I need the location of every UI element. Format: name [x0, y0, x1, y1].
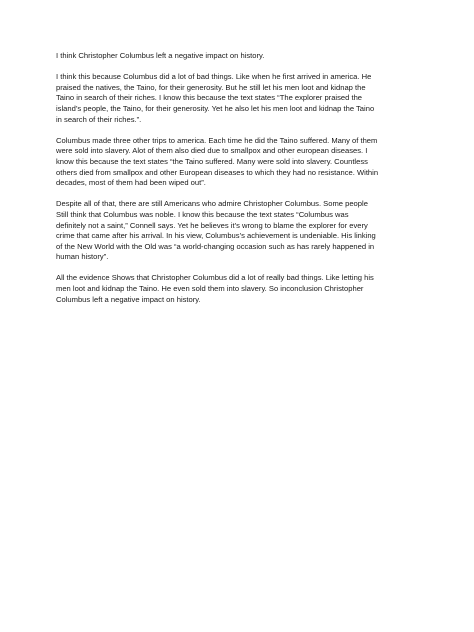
paragraph-conclusion: All the evidence Shows that Christopher Columbus did a lot of really bad things. Like letting his men loot and kidnap the Taino. He even sold them into slavery. So inconclusion Christopher Columbus left a negative impact on history. [56, 273, 374, 304]
paragraph-first-arrival: I think this because Columbus did a lot of bad things. Like when he first arrived in america. He praised the natives, the Taino, for their generosity. But he still let his men loot and kidnap the Taino in search of their riches. I know this because the text states “The explorer praised the island’s people, the Taino, for their generosity. Yet he also let his men loot and kidnap the Taino in search of their riches.”. [56, 72, 375, 124]
paragraph-taino-suffering: Columbus made three other trips to america. Each time he did the Taino suffered. Many of them were sold into slavery. Alot of them also died due to smallpox and other european diseases. I know this because the text states “the Taino suffered. Many were sold into slavery. Countless others died from smallpox and other European diseases to which they had no resistance. Within decades, most of them had been wiped out”. [56, 135, 379, 188]
essay-body [56, 51, 436, 316]
paragraph-admirers: Despite all of that, there are still Americans who admire Christopher Columbus. Some people Still think that Columbus was noble. I know this because the text states “Columbus was definitely not a saint,” Connell says. Yet he believes it’s wrong to blame the explorer for every crime that came after his arrival. In his view, Columbus’s achievement is undeniable. His linking of the New World with the Old was “a world-changing occasion such as has rarely happened in human history”. [56, 199, 376, 262]
paragraph-thesis: I think Christopher Columbus left a negative impact on history. [56, 51, 265, 60]
